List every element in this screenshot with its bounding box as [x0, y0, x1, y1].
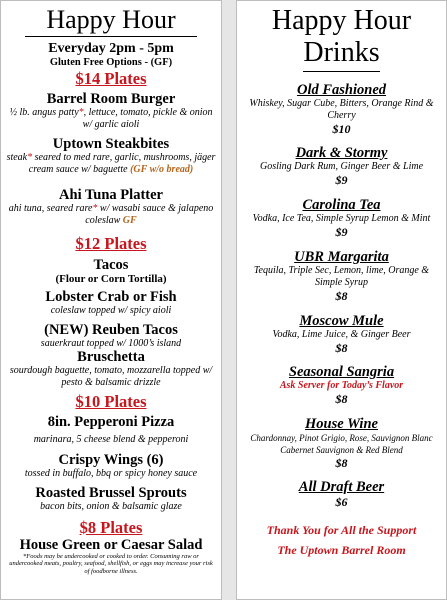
item-crispy-wings: Crispy Wings (6) [58, 451, 164, 468]
drink-description: Vodka, Lime Juice, & Ginger Beer [272, 329, 411, 340]
item-lobster-crab-fish: Lobster Crab or Fish [45, 289, 177, 305]
drink-description: Cabernet Sauvignon & Red Blend [280, 445, 403, 455]
drinks-menu-panel [236, 0, 447, 600]
sangria-server-note: Ask Server for Today’s Flavor [279, 380, 404, 391]
drinks-title-line2: Drinks [303, 37, 379, 72]
item-uptown-steakbites: Uptown Steakbites [52, 136, 170, 152]
item-reuben-tacos: (NEW) Reuben Tacos [44, 321, 178, 338]
food-safety-disclaimer: *Foods may be undercooked or cooked to order. Consuming raw or undercooked meats, poultry, seafood, shellfish, or eggs may increase your risk of foodborne illness. [9, 552, 213, 575]
drink-house-wine: House Wine [305, 416, 378, 432]
item-roasted-brussel-sprouts: Roasted Brussel Sprouts [35, 485, 187, 501]
drink-dark-and-stormy: Dark & Stormy [295, 145, 388, 161]
item-description: tossed in buffalo, bbq or spicy honey sauce [24, 467, 198, 479]
drink-price: $8 [335, 392, 348, 406]
item-description: ½ lb. angus patty*, lettuce, tomato, pickle & onion w/ garlic aioli [9, 107, 213, 130]
drink-carolina-tea: Carolina Tea [302, 197, 381, 213]
item-description: steak* seared to med rare, garlic, mushrooms, jäger cream sauce w/ baguette (GF w/o bread) [6, 152, 216, 175]
item-pepperoni-pizza: 8in. Pepperoni Pizza [47, 414, 175, 430]
drinks-title [237, 5, 446, 72]
item-description: coleslaw topped w/ spicy aioli [50, 305, 172, 316]
item-description: sauerkraut topped w/ 1000’s island [40, 337, 182, 349]
item-house-salad: House Green or Caesar Salad [19, 536, 203, 553]
item-tacos: Tacos [93, 257, 129, 273]
drink-price: $8 [335, 289, 348, 303]
happy-hour-times: Everyday 2pm - 5pm [48, 41, 174, 56]
drink-price: $8 [335, 341, 348, 355]
section-heading-12: $12 Plates [75, 234, 147, 253]
thank-you-line: Thank You for All the Support [266, 523, 417, 537]
drink-seasonal-sangria: Seasonal Sangria [288, 364, 395, 380]
section-heading-8: $8 Plates [79, 517, 143, 537]
drink-description: Whiskey, Sugar Cube, Bitters, Orange Rind & Cherry [249, 98, 434, 121]
section-heading-10: $10 Plates [75, 392, 147, 411]
food-menu-panel [0, 0, 222, 600]
gluten-free-note: Gluten Free Options - (GF) [49, 57, 173, 68]
item-description: marinara, 5 cheese blend & pepperoni [33, 434, 189, 445]
drink-description: Tequila, Triple Sec, Lemon, lime, Orange & Simple Syrup [253, 265, 430, 288]
drink-price: $9 [335, 225, 348, 239]
item-tacos-sub: (Flour or Corn Tortilla) [55, 273, 167, 285]
drink-price: $8 [335, 456, 348, 470]
item-description: bacon bits, onion & balsamic glaze [40, 501, 182, 512]
drink-old-fashioned: Old Fashioned [296, 82, 387, 98]
drink-price: $6 [335, 495, 348, 509]
drink-description: Vodka, Ice Tea, Simple Syrup Lemon & Mint [252, 213, 431, 224]
item-description: ahi tuna, seared rare* w/ wasabi sauce & jalapeno coleslaw GF [8, 203, 214, 226]
restaurant-name: The Uptown Barrel Room [277, 543, 406, 557]
item-ahi-tuna-platter: Ahi Tuna Platter [59, 187, 163, 203]
item-description: sourdough baguette, tomato, mozzarella topped w/ pesto & balsamic drizzle [9, 365, 213, 388]
drink-price: $9 [335, 173, 348, 187]
drink-moscow-mule: Moscow Mule [299, 313, 384, 329]
section-heading-14: $14 Plates [75, 69, 147, 88]
item-bruschetta: Bruschetta [77, 349, 145, 365]
drink-all-draft-beer: All Draft Beer [298, 479, 385, 495]
drink-description: Chardonnay, Pinot Grigio, Rose, Sauvignon Blanc [250, 433, 433, 443]
item-barrel-room-burger: Barrel Room Burger [46, 91, 176, 107]
drinks-title-line1: Happy Hour [271, 5, 412, 36]
drink-ubr-margarita: UBR Margarita [294, 249, 389, 265]
drink-description: Gosling Dark Rum, Ginger Beer & Lime [259, 161, 424, 172]
drink-price: $10 [332, 122, 351, 136]
food-title: Happy Hour [25, 5, 197, 37]
